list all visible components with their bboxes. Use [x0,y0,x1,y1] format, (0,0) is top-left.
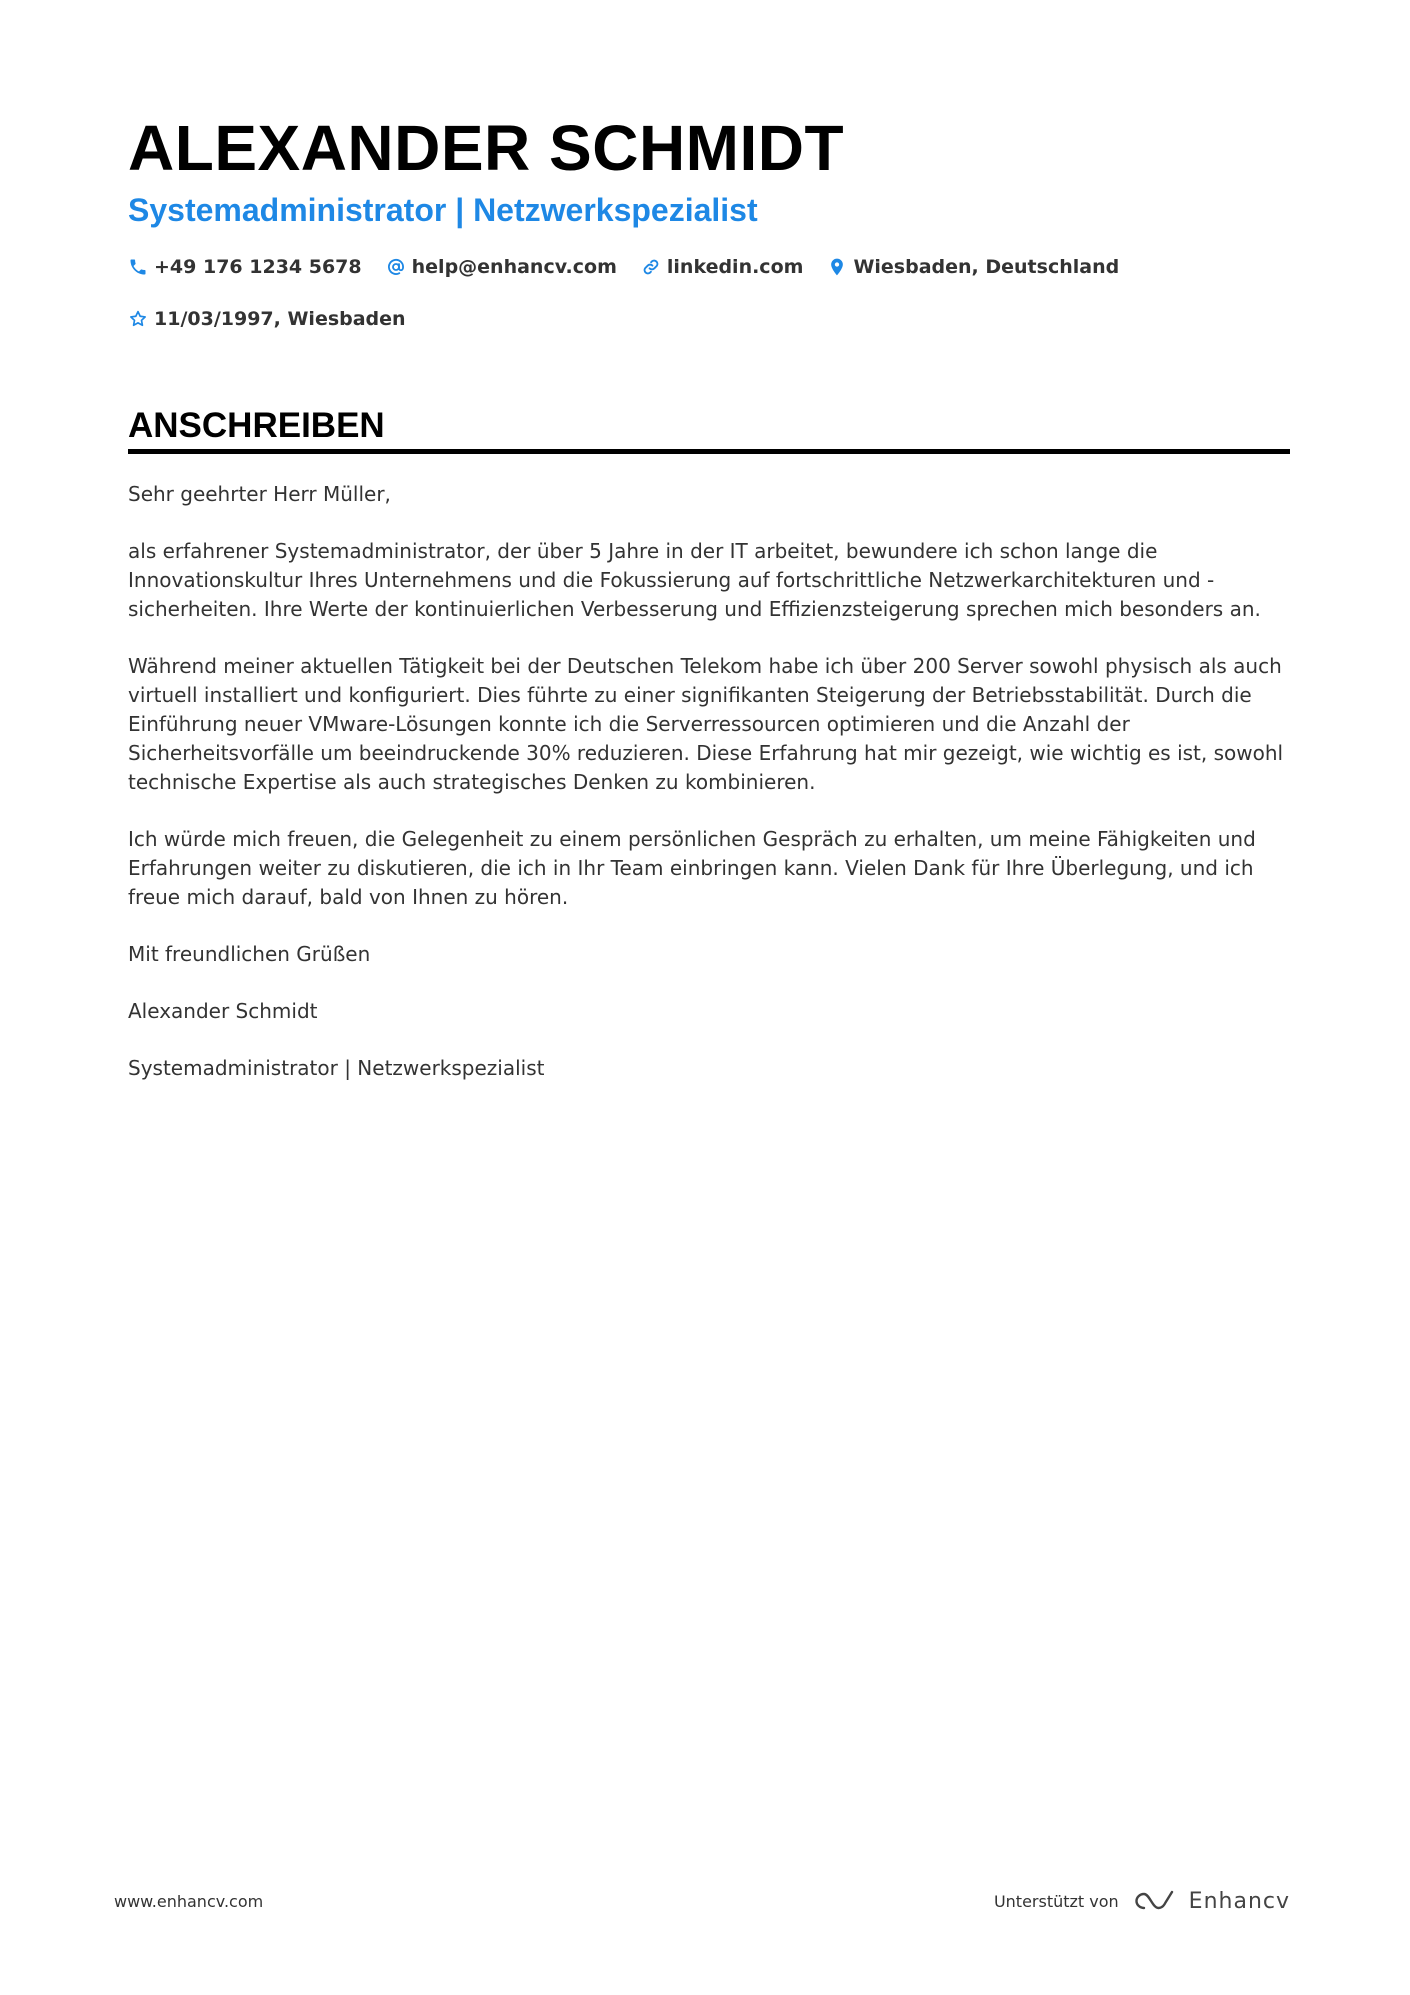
contact-location-text: Wiesbaden, Deutschland [853,256,1120,278]
letter-paragraph: Ich würde mich freuen, die Gelegenheit zu einem persönlichen Gespräch zu erhalten, um meine Fähigkeiten und Erfahrungen weiter zu diskutieren, die ich in Ihr Team einbringen kann. Vielen Dank für Ihre Überlegung, und ich freue mich darauf, bald von Ihnen zu hören. [128,827,1256,909]
section-title: ANSCHREIBEN [128,406,385,445]
brand-name: Enhancv [1188,1888,1290,1914]
at-icon [386,257,406,277]
job-title: Systemadministrator | Netzwerkspezialist [128,192,758,228]
contact-linkedin[interactable] [641,253,804,281]
letter-paragraph: als erfahrener Systemadministrator, der über 5 Jahre in der IT arbeitet, bewundere ich schon lange die Innovationskultur Ihres Unternehmens und die Fokussierung auf fortschrittliche Netzwerkarchitekturen und -sicherheiten. Ihre Werte der kontinuierlichen Verbesserung und Effizienzsteigerung sprechen mich besonders an. [128,539,1261,621]
phone-icon [128,257,148,277]
contact-phone[interactable] [128,253,362,281]
signature-title: Systemadministrator | Netzwerkspezialist [128,1056,545,1080]
letter-paragraph: Während meiner aktuellen Tätigkeit bei der Deutschen Telekom habe ich über 200 Server sowohl physisch als auch virtuell installiert und konfiguriert. Dies führte zu einer signifikanten Steigerung der Betriebsstabilität. Durch die Einführung neuer VMware-Lösungen konnte ich die Serverressourcen optimieren und die Anzahl der Sicherheitsvorfälle um beeindruckende 30% reduzieren. Diese Erfahrung hat mir gezeigt, wie wichtig es ist, sowohl technische Expertise als auch strategisches Denken zu kombinieren. [128,654,1284,794]
contact-email-text: help@enhancv.com [411,256,617,278]
section-divider [128,449,1290,454]
letter-salutation: Sehr geehrter Herr Müller, [128,482,391,506]
contact-linkedin-text: linkedin.com [666,256,804,278]
contact-info [128,253,1288,333]
contact-email[interactable] [386,253,617,281]
footer-branding[interactable] [994,1888,1290,1914]
letter-closing: Mit freundlichen Grüßen [128,942,371,966]
contact-birth-text: 11/03/1997, Wiesbaden [154,308,406,330]
candidate-name: ALEXANDER SCHMIDT [128,112,845,184]
enhancv-logo-icon [1131,1888,1177,1914]
contact-birth [128,305,406,333]
signature-name: Alexander Schmidt [128,999,318,1023]
star-icon [128,309,148,329]
powered-by-label: Unterstützt von [993,1891,1119,1911]
contact-phone-text: +49 176 1234 5678 [154,256,362,278]
link-icon [641,257,661,277]
contact-location [827,253,1119,281]
location-pin-icon [827,257,847,277]
letter-body [128,480,1290,1111]
footer-website[interactable]: www.enhancv.com [114,1892,264,1911]
